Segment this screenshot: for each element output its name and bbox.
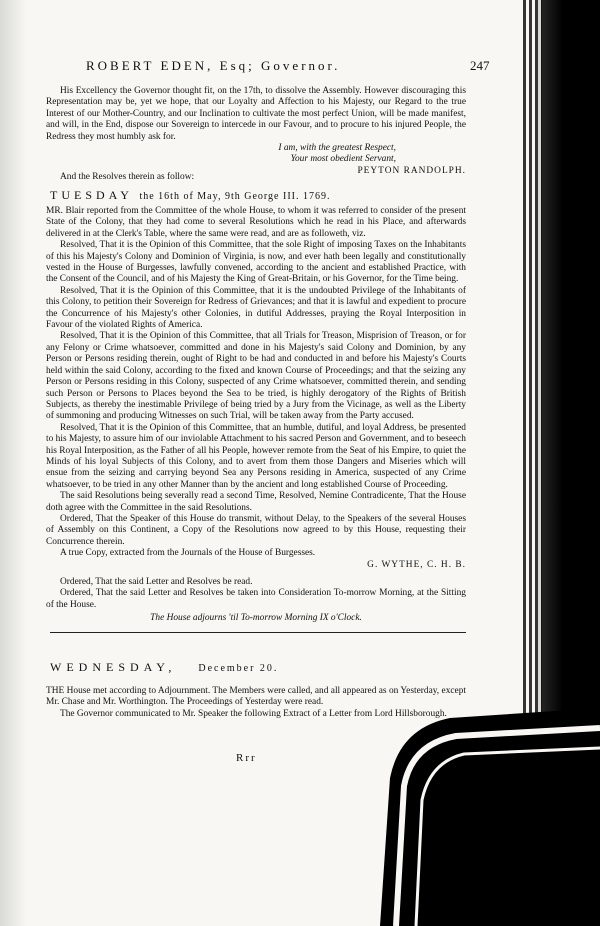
- binding-shadow: [0, 0, 26, 926]
- adjournment-line: The House adjourns 'til To-morrow Morning IX o'Clock.: [150, 613, 362, 624]
- wednesday-block: [46, 686, 466, 720]
- order-read: Ordered, That the said Letter and Resolves be read.: [60, 577, 253, 587]
- paragraph-ordered-transmit: Ordered, That the Speaker of this House do transmit, without Delay, to the Speakers of the several Houses of Assembly on this Continent, a Copy of the Resolutions now agreed to by this House, requesting their Concurrence therein.: [46, 513, 466, 547]
- letter-closing-2: Your most obedient Servant,: [290, 154, 396, 165]
- resolutions-block: [46, 206, 466, 625]
- wednesday-date: December 20.: [198, 663, 279, 674]
- clerk-signature: G. WYTHE, C. H. B.: [367, 559, 466, 570]
- wednesday-heading: [50, 660, 470, 675]
- tuesday-date: the 16th of May, 9th George III. 1769.: [139, 191, 331, 202]
- tuesday-day: TUESDAY: [50, 188, 133, 202]
- order-consideration: Ordered, That the said Letter and Resolves be taken into Consideration To-morrow Morning, at the Sitting of the House.: [46, 588, 466, 610]
- paragraph-blair-report: MR. Blair reported from the Committee of the whole House, to whom it was referred to consider of the present State of the Colony, that they had come to several Resolutions which he read in his Place, and afterwards delivered in at the Clerk's Table, where the same were read, and are as followeth, viz.: [46, 206, 466, 239]
- paragraph-resolve-address: Resolved, That it is the Opinion of this Committee, that an humble, dutiful, and loyal Address, be presented to his Majesty, to assure him of our inviolable Attachment to his sacred Person and Government, and to beseech his Royal Interposition, as the Father of all his People, however remote from the Seat of his Empire, to quiet the Minds of his loyal Subjects of this Colony, and to avert from them those Dangers and Miseries which will ensue from the seizing and carrying beyond Sea any Persons residing in America, suspected of any Crime whatsoever, to be tried in any other Manner than by the ancient and long established Course of Proceeding.: [46, 422, 466, 490]
- tuesday-heading: [50, 188, 470, 203]
- letter-signature: PEYTON RANDOLPH.: [357, 165, 466, 176]
- resolves-intro-block: [46, 172, 466, 183]
- letter-body: His Excellency the Governor thought fit, on the 17th, to dissolve the Assembly. However discouraging this Representation may be, yet we hope, that our Loyalty and Affection to his Majesty, our Regard to the true Interest of our Mother-Country, and our Inclination to cultivate the most perfect Union, will be made manifest, and will, in the End, dispose our Sovereign to intercede in our Favour, and to procure to his injured People, the Redress they most humbly ask for.: [46, 86, 466, 142]
- running-header: ROBERT EDEN, Esq; Governor.: [86, 58, 341, 73]
- section-divider: [50, 632, 466, 633]
- paragraph-house-met: THE House met according to Adjournment. The Members were called, and all appeared as on Yesterday, except Mr. Chase and Mr. Worthington. The Proceedings of Yesterday were read.: [46, 686, 466, 708]
- wednesday-day: WEDNESDAY,: [50, 660, 177, 674]
- paragraph-resolve-trials: Resolved, That it is the Opinion of this Committee, that all Trials for Treason, Misprision of Treason, or for any Felony or Crime whatsoever, committed and done in his Majesty's said Colony and Dominion, by any Person or Persons residing therein, ought of Right to be had and conducted in and before his Majesty's Courts held within the said Colony, according to the fixed and known Course of Proceedings; and that the seizing any Person or Persons residing in this Colony, suspected of any Crime whatsoever, committed therein, and sending such Person or Persons to Places beyond the Sea to be tried, is highly derogatory of the Rights of British Subjects, as thereby the inestimable Privilege of being tried by a Jury from the Vicinage, as well as the Liberty of summoning and producing Witnesses on such Trial, will be taken away from the Party accused.: [46, 331, 466, 422]
- resolves-intro: And the Resolves therein as follow:: [60, 172, 195, 182]
- page-number: 247: [470, 58, 490, 73]
- true-copy-line: A true Copy, extracted from the Journals of the House of Burgesses.: [60, 548, 316, 559]
- letter-closing: I am, with the greatest Respect,: [278, 143, 396, 154]
- scan-dark-corner: [360, 708, 600, 926]
- letter-block: [46, 86, 466, 177]
- paragraph-resolve-taxes: Resolved, That it is the Opinion of this Committee, that the sole Right of imposing Taxes on the Inhabitants of this his Majesty's Colony and Dominion of Virginia, is now, and ever hath been legally and constitutionally vested in the House of Burgesses, lawfully convened, according to the ancient and established Practice, with the Consent of the Council, and of his Majesty the King of Great-Britain, or his Governor, for the Time being.: [46, 240, 466, 285]
- catchword: Rrr: [236, 752, 257, 764]
- paragraph-resolve-petition: Resolved, That it is the Opinion of this Committee, that it is the undoubted Privilege of the Inhabitants of this Colony, to petition their Sovereign for Redress of Grievances; and that it is lawful and expedient to procure the Concurrence of his Majesty's other Colonies, in dutiful Addresses, praying the Royal Interposition in Favour of the violated Rights of America.: [46, 285, 466, 331]
- paragraph-governor-communicated: The Governor communicated to Mr. Speaker the following Extract of a Letter from Lord Hillsborough.: [60, 708, 447, 719]
- paragraph-second-reading: The said Resolutions being severally read a second Time, Resolved, Nemine Contradicente, That the House doth agree with the Committee in the said Resolutions.: [46, 491, 466, 513]
